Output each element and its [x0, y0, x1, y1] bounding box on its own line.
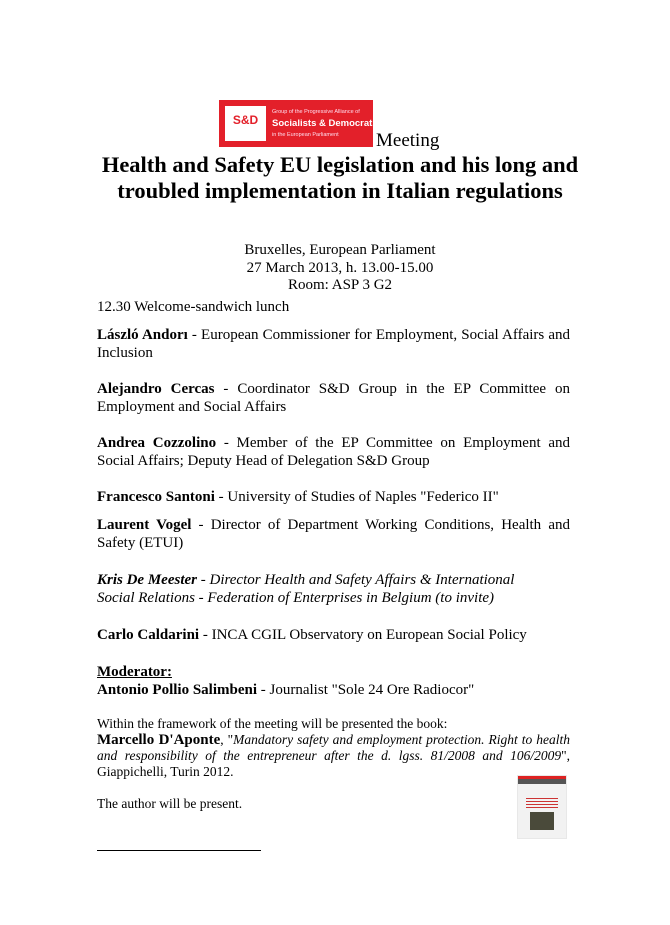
speaker-role: - European Commissioner for Employment, Social Affairs and Inclusion — [97, 327, 571, 361]
meeting-label: Meeting — [376, 130, 440, 151]
speaker-item — [97, 380, 570, 416]
footnote-divider — [97, 850, 261, 851]
speaker-item — [97, 571, 547, 607]
speaker-name: Kris De Meester — [97, 572, 197, 588]
book-author: Marcello D'Aponte — [97, 732, 221, 748]
logo-line-3: in the European Parliament — [272, 132, 339, 138]
speaker-role: - Member of the EP Committee on Employment and Social Affairs; Deputy Head of Delegation S&D Group — [97, 435, 570, 469]
speaker-role: - University of Studies of Naples "Federico II" — [214, 489, 499, 505]
speaker-name: Andrea Cozzolino — [97, 435, 217, 451]
speaker-role: - Director Health and Safety Affairs & International Social Relations - Federation of Enterprises in Belgium (to invite) — [97, 572, 515, 606]
moderator-name: Antonio Pollio Salimbeni — [97, 682, 258, 698]
book-publisher: ", Giappichelli, Turin 2012. — [97, 748, 570, 779]
speaker-role: - INCA CGIL Observatory on European Social Policy — [199, 627, 527, 643]
book-intro: Within the framework of the meeting will be presented the book: — [97, 716, 448, 731]
book-citation: Marcello D'Aponte, "Mandatory safety and employment protection. Right to health and responsibility of the entrepreneur after the d. lgss. 81/2008 and 106/2009", Giappichelli, Turin 2012. — [97, 732, 571, 779]
event-details — [100, 242, 580, 295]
logo-line-1: Group of the Progressive Alliance of — [272, 109, 360, 115]
page-title: Health and Safety EU legislation and his long and troubled implementation in Italian regulations — [101, 152, 579, 203]
speaker-name: Alejandro Cercas — [97, 381, 215, 397]
speaker-name: Laurent Vogel — [97, 517, 192, 533]
speaker-item — [97, 488, 570, 506]
speaker-name: Francesco Santoni — [97, 489, 215, 505]
speaker-name: Carlo Caldarini — [97, 627, 200, 643]
logo-line-2: Socialists & Democrats — [272, 118, 378, 129]
lunch-item: 12.30 Welcome-sandwich lunch — [97, 299, 290, 315]
speaker-item — [97, 516, 570, 552]
event-date: 27 March 2013, h. 13.00-15.00 — [246, 259, 434, 276]
sd-group-logo — [219, 100, 378, 147]
moderator-label: Moderator: — [97, 664, 172, 680]
event-place: Bruxelles, European Parliament — [244, 242, 436, 258]
speaker-item — [97, 326, 570, 362]
logo-abbr: S&D — [232, 113, 259, 127]
moderator-role: - Journalist "Sole 24 Ore Radiocor" — [257, 682, 475, 698]
event-room: Room: ASP 3 G2 — [287, 277, 393, 293]
moderator-item — [97, 681, 570, 699]
speaker-role: - Coordinator S&D Group in the EP Committee on Employment and Social Affairs — [97, 381, 570, 415]
speaker-name: László Andorı — [97, 327, 188, 343]
book-title: Mandatory safety and employment protection. Right to health and responsibility of the entrepreneur after the d. lgss. 81/2008 and 106/2009 — [97, 732, 571, 763]
author-note: The author will be present. — [97, 796, 243, 811]
speaker-item — [97, 626, 570, 644]
speaker-role: - Director of Department Working Conditions, Health and Safety (ETUI) — [97, 517, 570, 551]
book-cover-image — [517, 775, 567, 839]
speaker-item — [97, 434, 570, 470]
